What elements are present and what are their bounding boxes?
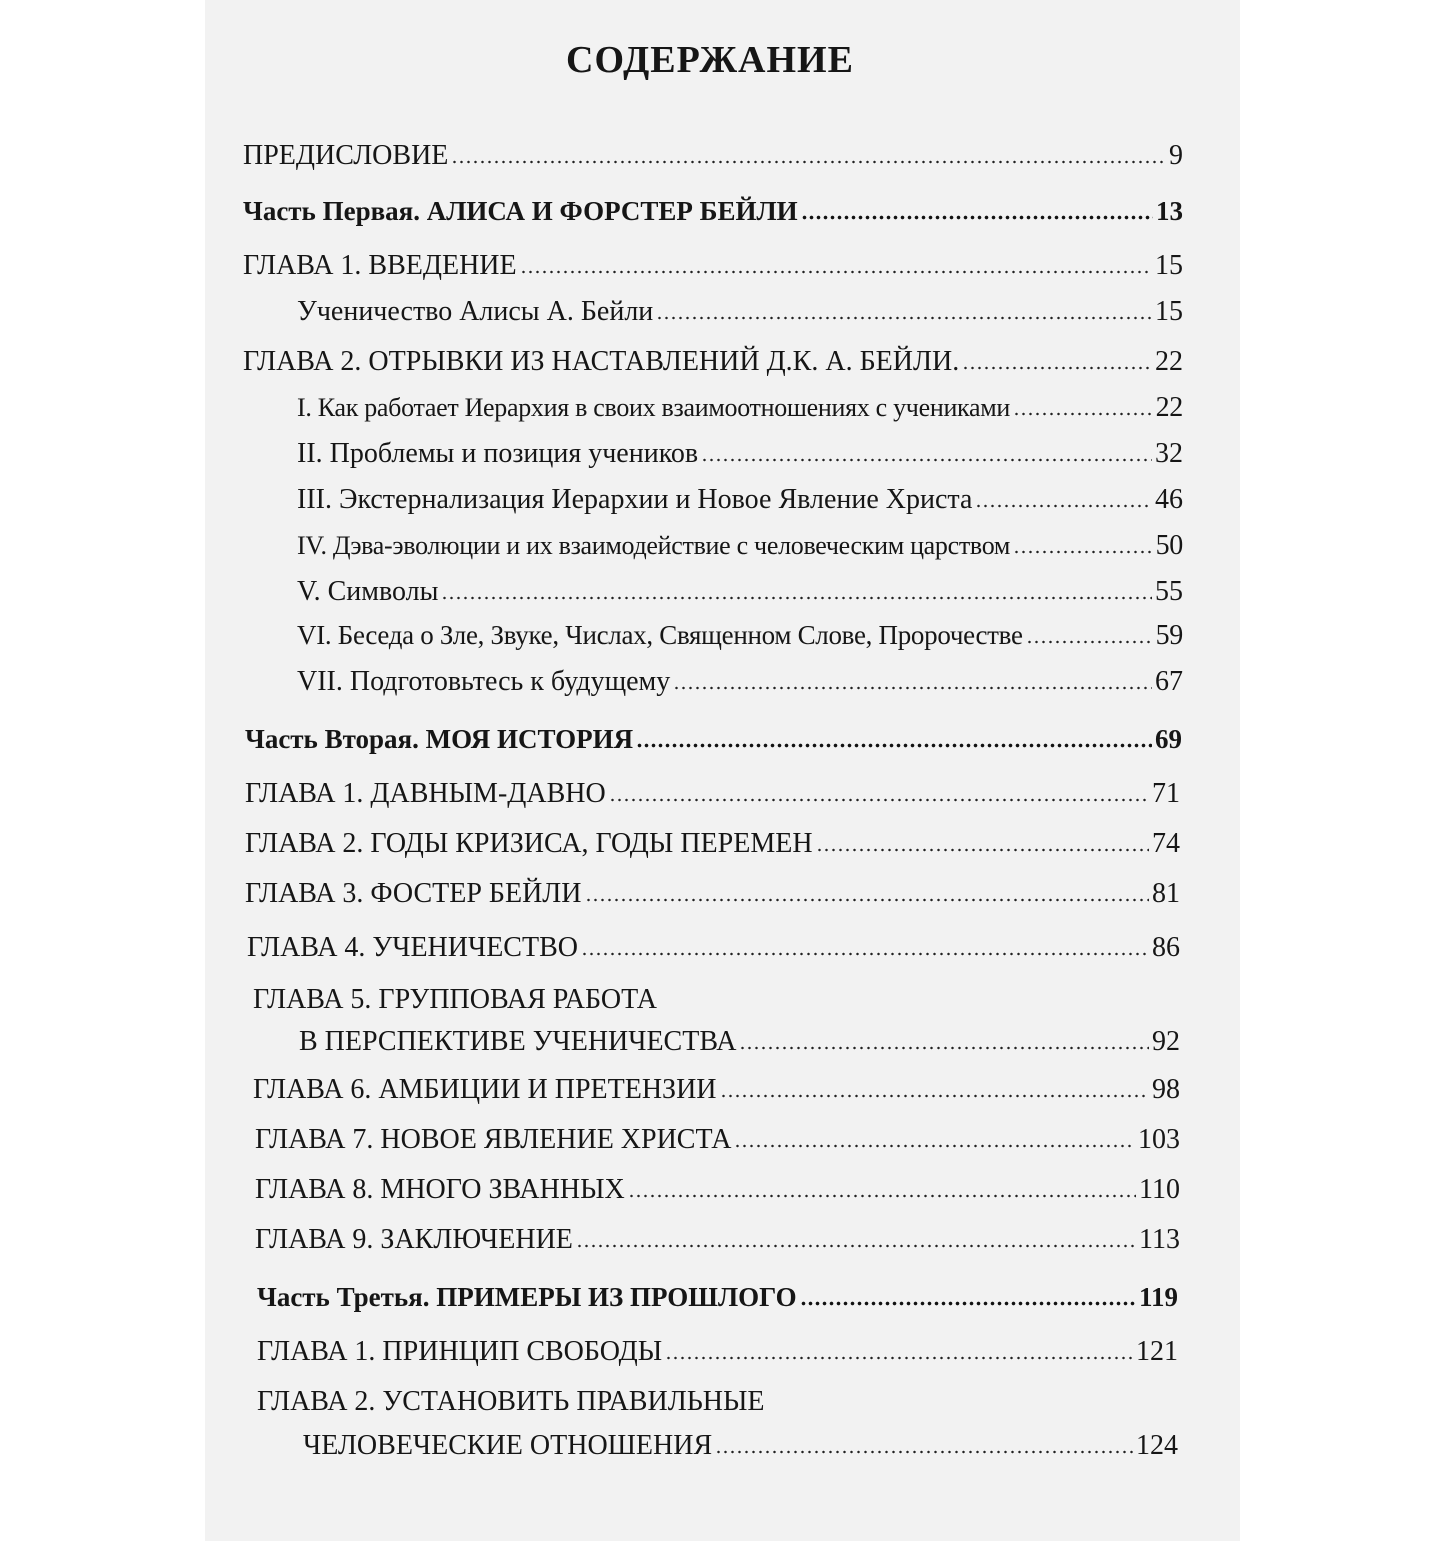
entry-title: ГЛАВА 9. ЗАКЛЮЧЕНИЕ (255, 1224, 573, 1255)
dot-leader (734, 1144, 1135, 1148)
toc-entry-section (297, 620, 1183, 652)
entry-page: 124 (1136, 1430, 1178, 1461)
entry-page: 74 (1152, 828, 1180, 859)
entry-title: ГЛАВА 2. ОТРЫВКИ ИЗ НАСТАВЛЕНИЙ Д.К. А. БЕЙЛИ. (243, 346, 960, 377)
dot-leader (975, 504, 1152, 508)
entry-title: Часть Первая. АЛИСА И ФОРСТЕР БЕЙЛИ (243, 196, 798, 226)
entry-title: Часть Третья. ПРИМЕРЫ ИЗ ПРОШЛОГО (257, 1282, 797, 1312)
entry-title: ГЛАВА 1. ДАВНЫМ-ДАВНО (245, 778, 606, 809)
dot-leader (800, 1301, 1136, 1306)
contents-heading: СОДЕРЖАНИЕ (566, 39, 854, 81)
dot-leader (451, 160, 1166, 164)
entry-title: ГЛАВА 4. УЧЕНИЧЕСТВО (247, 932, 578, 963)
entry-title: Часть Вторая. МОЯ ИСТОРИЯ (245, 724, 634, 754)
entry-page: 103 (1138, 1124, 1180, 1155)
toc-entry-chapter (245, 828, 1180, 860)
toc-entry-chapter (255, 1174, 1180, 1206)
dot-leader (962, 366, 1152, 370)
dot-leader (673, 686, 1152, 690)
entry-page: 92 (1152, 1026, 1180, 1057)
entry-title: IV. Дэва-эволюции и их взаимодействие с человеческим царством (297, 531, 1011, 560)
entry-page: 81 (1152, 878, 1180, 909)
entry-page: 13 (1156, 196, 1183, 226)
entry-page: 119 (1138, 1282, 1178, 1312)
dot-leader (1013, 550, 1153, 554)
dot-leader (585, 898, 1149, 902)
entry-title: Ученичество Алисы А. Бейли (297, 296, 654, 327)
toc-entry-chapter (299, 1026, 1180, 1058)
entry-title: I. Как работает Иерархия в своих взаимоотношениях с учениками (297, 393, 1011, 422)
toc-entry-chapter (243, 250, 1183, 282)
entry-title: II. Проблемы и позиция учеников (297, 438, 699, 469)
entry-title: ГЛАВА 1. ПРИНЦИП СВОБОДЫ (257, 1336, 663, 1367)
entry-title: VII. Подготовьтесь к будущему (297, 666, 671, 697)
toc-entry-section (297, 296, 1183, 328)
dot-leader (801, 215, 1153, 220)
entry-page: 22 (1155, 392, 1183, 423)
entry-title: В ПЕРСПЕКТИВЕ УЧЕНИЧЕСТВА (299, 1026, 737, 1057)
dot-leader (441, 596, 1152, 600)
entry-title: ПРЕДИСЛОВИЕ (243, 140, 449, 171)
toc-entry-chapter (255, 1224, 1180, 1256)
entry-title: VI. Беседа о Зле, Звуке, Числах, Священном Слове, Пророчестве (297, 620, 1023, 650)
dot-leader (1026, 640, 1153, 644)
entry-page: 86 (1152, 932, 1180, 963)
toc-entry-section (297, 576, 1183, 608)
toc-part-three (257, 1282, 1178, 1313)
dot-leader (656, 316, 1152, 320)
dot-leader (628, 1194, 1136, 1198)
entry-title: V. Символы (297, 576, 439, 607)
toc-entry-chapter (255, 1124, 1180, 1156)
dot-leader (609, 798, 1149, 802)
entry-page: 59 (1155, 620, 1183, 651)
entry-page: 69 (1155, 724, 1182, 754)
toc-entry-chapter (245, 778, 1180, 810)
entry-title: ГЛАВА 3. ФОСТЕР БЕЙЛИ (245, 878, 582, 909)
entry-page: 71 (1152, 778, 1180, 809)
dot-leader (636, 743, 1152, 748)
toc-entry-chapter (257, 1336, 1178, 1368)
entry-title: ГЛАВА 8. МНОГО ЗВАННЫХ (255, 1174, 625, 1205)
toc-entry-chapter (253, 1074, 1180, 1106)
toc-entry-section (297, 666, 1183, 698)
toc-entry-section (297, 530, 1183, 562)
entry-page: 22 (1155, 346, 1183, 377)
toc-entry-chapter-first-line: ГЛАВА 5. ГРУППОВАЯ РАБОТА (253, 984, 658, 1015)
dot-leader (816, 848, 1149, 852)
entry-title: ГЛАВА 6. АМБИЦИИ И ПРЕТЕНЗИИ (253, 1074, 717, 1105)
entry-page: 110 (1139, 1174, 1180, 1205)
dot-leader (720, 1094, 1149, 1098)
entry-page: 15 (1155, 250, 1183, 281)
toc-entry-preface (243, 140, 1183, 172)
entry-page: 32 (1155, 438, 1183, 469)
entry-title: ГЛАВА 2. ГОДЫ КРИЗИСА, ГОДЫ ПЕРЕМЕН (245, 828, 813, 859)
entry-title: ГЛАВА 1. ВВЕДЕНИЕ (243, 250, 517, 281)
dot-leader (739, 1046, 1149, 1050)
toc-entry-chapter (245, 878, 1180, 910)
toc-entry-chapter (247, 932, 1180, 964)
entry-title: ЧЕЛОВЕЧЕСКИЕ ОТНОШЕНИЯ (303, 1430, 713, 1461)
dot-leader (581, 952, 1149, 956)
toc-entry-chapter-first-line: ГЛАВА 2. УСТАНОВИТЬ ПРАВИЛЬНЫЕ (257, 1386, 765, 1417)
toc-entry-section (297, 438, 1183, 470)
toc-part-two (245, 724, 1182, 755)
toc-entry-chapter (303, 1430, 1178, 1462)
toc-entry-chapter (243, 346, 1183, 378)
dot-leader (701, 458, 1152, 462)
dot-leader (715, 1450, 1133, 1454)
toc-part-one (243, 196, 1183, 227)
entry-page: 55 (1155, 576, 1183, 607)
entry-page: 67 (1155, 666, 1183, 697)
toc-entry-section (297, 484, 1183, 516)
entry-page: 98 (1152, 1074, 1180, 1105)
entry-page: 15 (1155, 296, 1183, 327)
entry-title: ГЛАВА 7. НОВОЕ ЯВЛЕНИЕ ХРИСТА (255, 1124, 732, 1155)
entry-title: III. Экстернализация Иерархии и Новое Явление Христа (297, 484, 973, 515)
entry-page: 121 (1136, 1336, 1178, 1367)
entry-page: 50 (1155, 530, 1183, 561)
dot-leader (576, 1244, 1136, 1248)
dot-leader (520, 270, 1152, 274)
entry-page: 9 (1169, 140, 1183, 171)
dot-leader (1013, 412, 1153, 416)
dot-leader (665, 1356, 1133, 1360)
entry-page: 113 (1139, 1224, 1180, 1255)
toc-entry-section (297, 392, 1183, 424)
entry-page: 46 (1155, 484, 1183, 515)
